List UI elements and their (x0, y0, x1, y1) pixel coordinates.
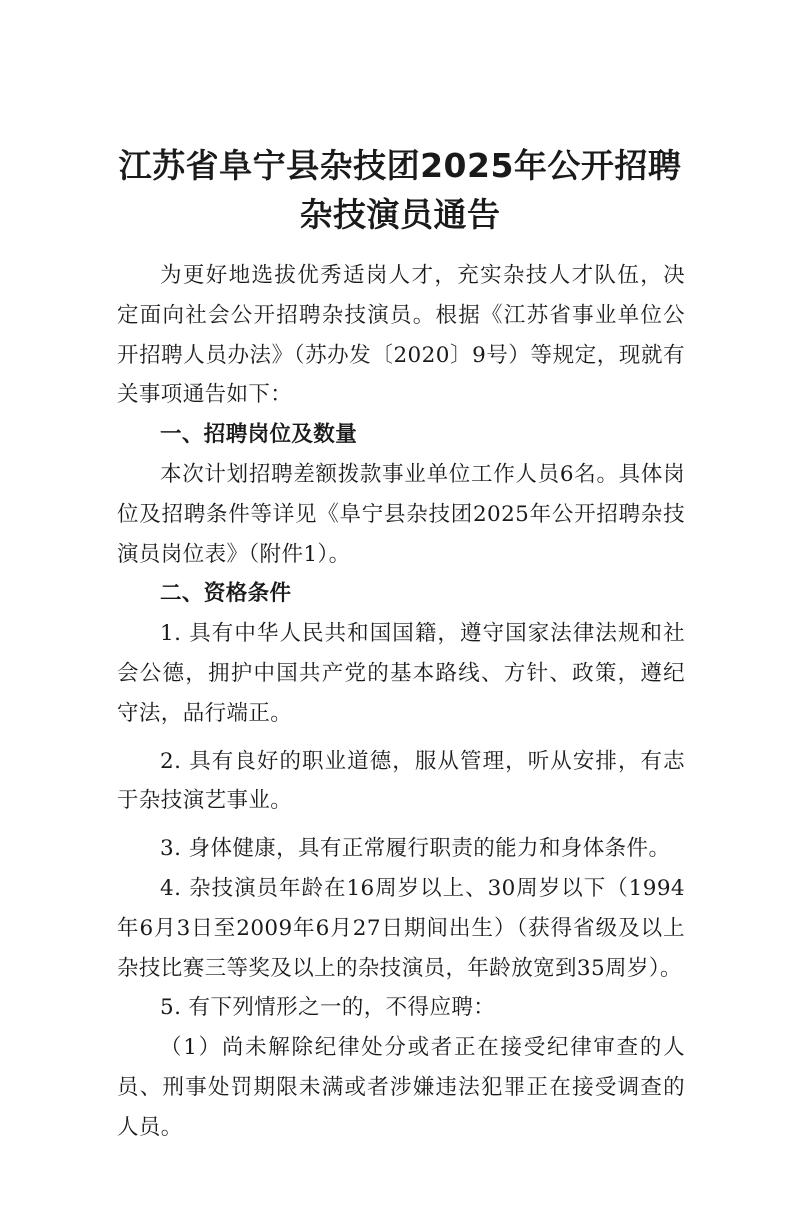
section-heading-qualifications: 二、资格条件 (160, 581, 292, 607)
intro-paragraph: 为更好地选拔优秀适岗人才，充实杂技人才队伍，决定面向社会公开招聘杂技演员。根据《江苏省事业单位公开招聘人员办法》（苏办发〔2020〕9号）等规定，现就有关事项通告如下： (117, 263, 685, 408)
positions-paragraph: 本次计划招聘差额拨款事业单位工作人员6名。具体岗位及招聘条件等详见《阜宁县杂技团2025年公开招聘杂技演员岗位表》（附件1）。 (117, 461, 685, 567)
qualification-item-5-1: （1）尚未解除纪律处分或者正在接受纪律审查的人员、刑事处罚期限未满或者涉嫌违法犯罪正在接受调查的人员。 (117, 1035, 685, 1140)
document-body (117, 256, 685, 1148)
qualification-item-3: 3. 身体健康，具有正常履行职责的能力和身体条件。 (160, 836, 671, 862)
document-title-line-1: 江苏省阜宁县杂技团2025年公开招聘 (118, 146, 682, 185)
qualification-item-5: 5. 有下列情形之一的，不得应聘： (160, 995, 496, 1021)
qualification-item-2: 2. 具有良好的职业道德，服从管理，听从安排，有志于杂技演艺事业。 (117, 748, 685, 814)
section-heading-positions: 一、招聘岗位及数量 (160, 422, 358, 448)
qualification-item-4: 4. 杂技演员年龄在16周岁以上、30周岁以下（1994年6月3日至2009年6月27日期间出生）（获得省级及以上杂技比赛三等奖及以上的杂技演员，年龄放宽到35周岁）。 (117, 875, 685, 981)
document-title-line-2: 杂技演员通告 (299, 195, 501, 234)
qualification-item-1: 1. 具有中华人民共和国国籍，遵守国家法律法规和社会公德，拥护中国共产党的基本路线、方针、政策，遵纪守法，品行端正。 (117, 621, 685, 726)
